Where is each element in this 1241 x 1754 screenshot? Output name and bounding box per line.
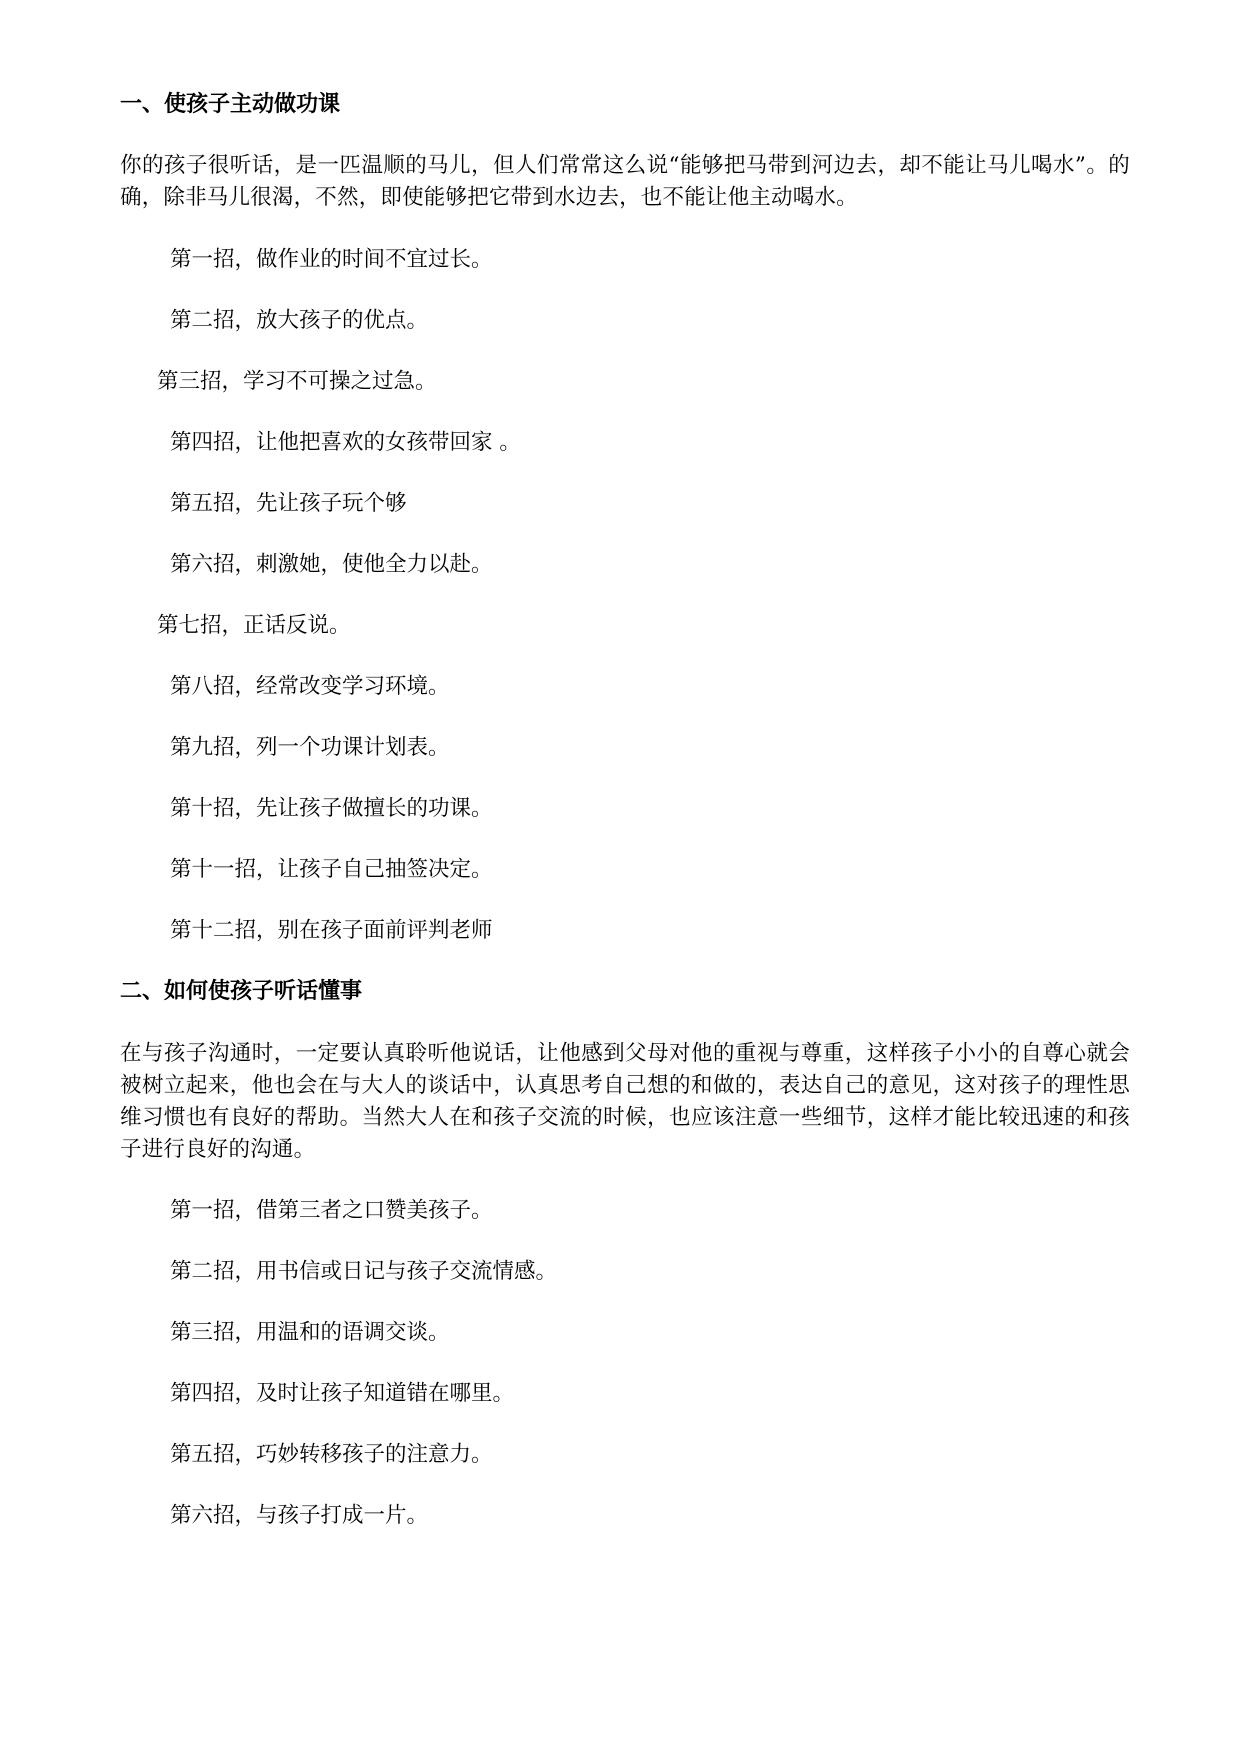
tip-item-2-2: 第二招，用书信或日记与孩子交流情感。 [170, 1259, 558, 1284]
tip-item-2-5: 第五招，巧妙转移孩子的注意力。 [170, 1442, 493, 1467]
tip-item-1-7: 第七招，正话反说。 [157, 613, 351, 638]
tip-item-2-6: 第六招，与孩子打成一片。 [170, 1503, 429, 1528]
tip-item-2-3: 第三招，用温和的语调交谈。 [170, 1320, 450, 1345]
tip-item-1-6: 第六招，刺激她，使他全力以赴。 [170, 552, 493, 577]
section-heading-1: 一、使孩子主动做功课 [120, 92, 341, 117]
tip-item-1-1: 第一招，做作业的时间不宜过长。 [170, 247, 493, 272]
tip-item-1-8: 第八招，经常改变学习环境。 [170, 674, 450, 699]
tip-item-1-9: 第九招，列一个功课计划表。 [170, 735, 450, 760]
tip-item-2-1: 第一招，借第三者之口赞美孩子。 [170, 1198, 493, 1223]
section-intro-1: 你的孩子很听话，是一匹温顺的马儿，但人们常常这么说“能够把马带到河边去，却不能让马儿喝水”。的确，除非马儿很渴，不然，即使能够把它带到水边去，也不能让他主动喝水。 [120, 153, 1130, 210]
section-intro-2: 在与孩子沟通时，一定要认真聆听他说话，让他感到父母对他的重视与尊重，这样孩子小小的自尊心就会被树立起来，他也会在与大人的谈话中，认真思考自己想的和做的，表达自己的意见，这对孩子的理性思维习惯也有良好的帮助。当然大人在和孩子交流的时候，也应该注意一些细节，这样才能比较迅速的和孩子进行良好的沟通。 [120, 1041, 1130, 1162]
tip-item-1-10: 第十招，先让孩子做擅长的功课。 [170, 796, 493, 821]
tip-item-1-4: 第四招，让他把喜欢的女孩带回家 。 [170, 430, 521, 455]
tip-item-1-11: 第十一招，让孩子自己抽签决定。 [170, 857, 493, 882]
section-heading-2: 二、如何使孩子听话懂事 [120, 979, 363, 1004]
tip-item-1-3: 第三招，学习不可操之过急。 [157, 369, 437, 394]
tip-item-1-12: 第十二招，别在孩子面前评判老师 [170, 918, 493, 943]
tip-item-1-2: 第二招，放大孩子的优点。 [170, 308, 429, 333]
tip-item-2-4: 第四招，及时让孩子知道错在哪里。 [170, 1381, 515, 1406]
tip-item-1-5: 第五招，先让孩子玩个够 [170, 491, 407, 516]
